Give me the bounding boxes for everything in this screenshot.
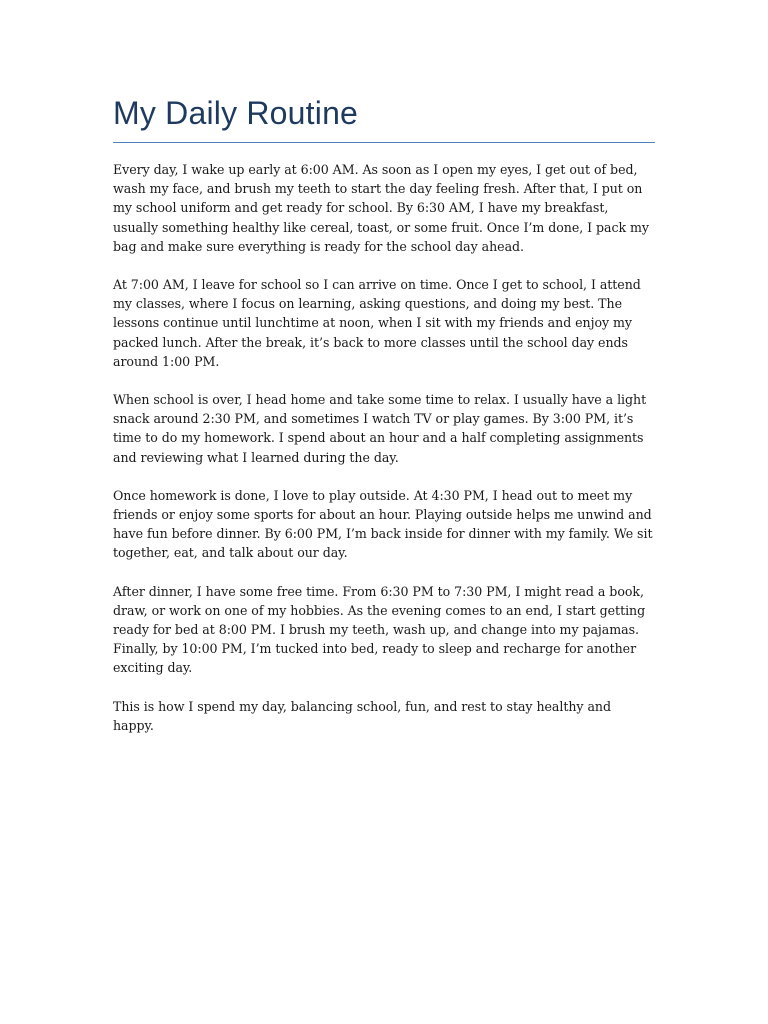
paragraph-conclusion: This is how I spend my day, balancing school, fun, and rest to stay healthy and happy. <box>113 698 611 733</box>
paragraph-morning: Every day, I wake up early at 6:00 AM. As soon as I open my eyes, I get out of bed, wash my face, and brush my teeth to start the day feeling fresh. After that, I put on my school uniform and get ready for school. By 6:30 AM, I have my breakfast, usually something healthy like cereal, toast, or some fruit. Once I’m done, I pack my bag and make sure everything is ready for the school day ahead. <box>113 162 649 254</box>
document-body <box>113 92 655 754</box>
paragraph-playtime: Once homework is done, I love to play outside. At 4:30 PM, I head out to meet my friends or enjoy some sports for about an hour. Playing outside helps me unwind and have fun before dinner. By 6:00 PM, I’m back inside for dinner with my family. We sit together, eat, and talk about our day. <box>113 487 653 561</box>
paragraph-afternoon: When school is over, I head home and take some time to relax. I usually have a light snack around 2:30 PM, and sometimes I watch TV or play games. By 3:00 PM, it’s time to do my homework. I spend about an hour and a half completing assignments and reviewing what I learned during the day. <box>113 392 647 465</box>
paragraph-school: At 7:00 AM, I leave for school so I can arrive on time. Once I get to school, I attend my classes, where I focus on learning, asking questions, and doing my best. The lessons continue until lunchtime at noon, when I sit with my friends and enjoy my packed lunch. After the break, it’s back to more classes until the school day ends around 1:00 PM. <box>113 277 641 369</box>
paragraph-evening: After dinner, I have some free time. From 6:30 PM to 7:30 PM, I might read a book, draw, or work on one of my hobbies. As the evening comes to an end, I start getting ready for bed at 8:00 PM. I brush my teeth, wash up, and change into my pajamas. Finally, by 10:00 PM, I’m tucked into bed, ready to sleep and recharge for another exciting day. <box>113 583 646 676</box>
title-underline-rule <box>113 142 655 143</box>
document-title: My Daily Routine <box>113 95 359 131</box>
